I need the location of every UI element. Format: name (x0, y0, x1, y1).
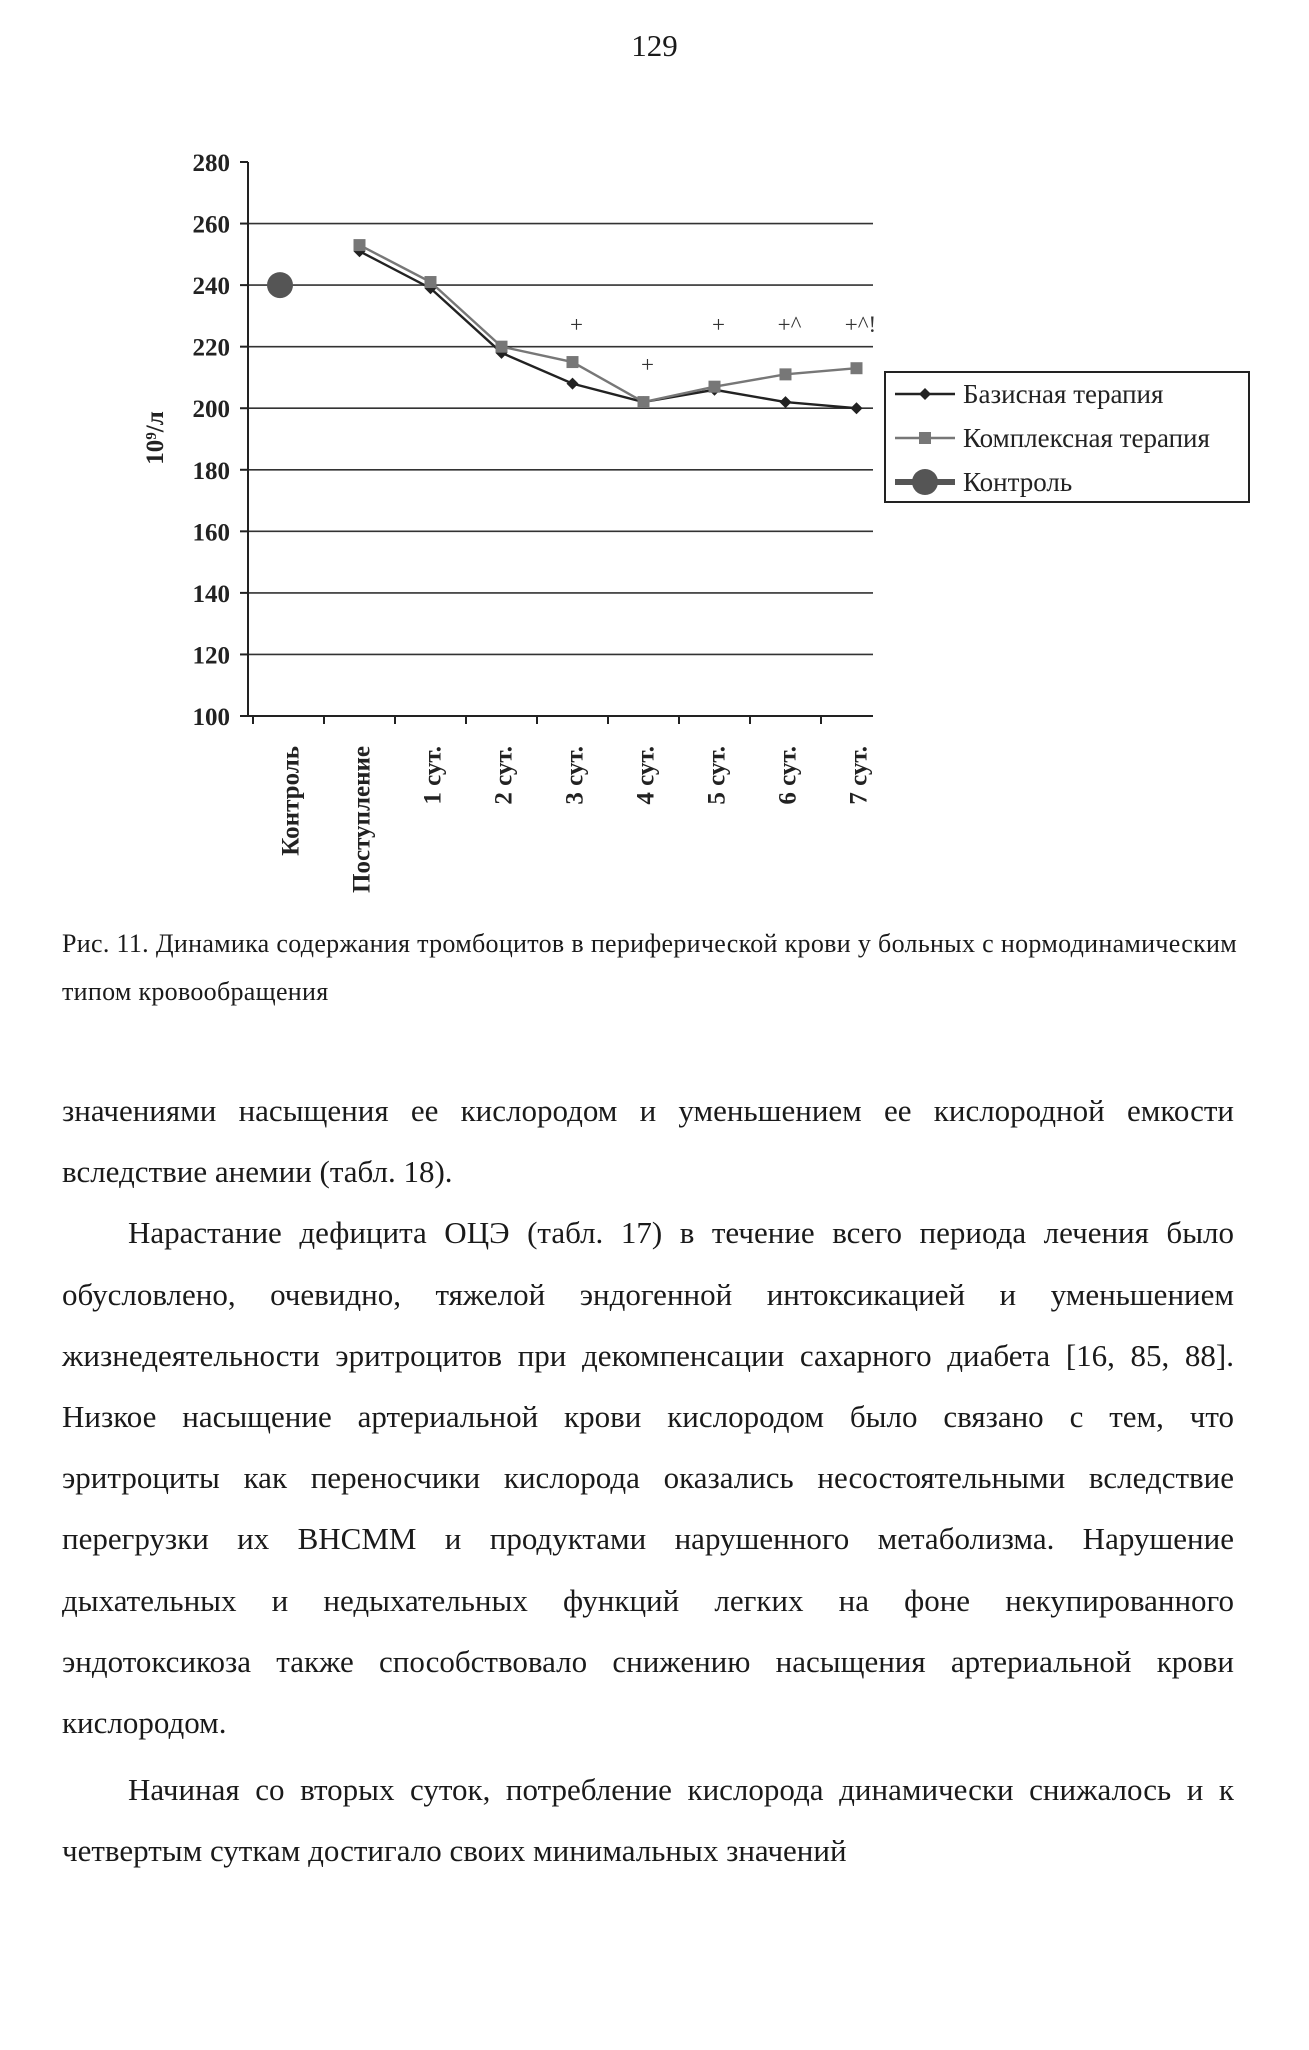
legend-label: Комплексная терапия (963, 423, 1210, 453)
x-tick-label: 2 сут. (490, 746, 518, 805)
significance-mark: + (570, 312, 583, 338)
data-point (496, 341, 508, 353)
y-tick-label: 160 (192, 519, 230, 547)
y-tick-label: 100 (192, 704, 230, 731)
x-tick-label: Контроль (277, 746, 305, 856)
chart-legend (885, 372, 1249, 502)
data-point (567, 356, 579, 368)
y-tick-label: 260 (192, 211, 230, 239)
paragraph-3: Начиная со вторых суток, потребление кислорода динамически снижалось и к четвертым суткам достигало своих минимальных значений (62, 1772, 1234, 1869)
data-point (638, 396, 650, 408)
platelet-chart (0, 0, 1309, 920)
x-tick-label: 3 сут. (561, 746, 589, 805)
significance-mark: + (712, 312, 725, 338)
y-tick-label: 120 (192, 642, 230, 670)
data-point (354, 239, 366, 251)
data-point (780, 368, 792, 380)
data-point (567, 378, 579, 390)
y-tick-label: 140 (192, 580, 230, 608)
legend-label: Контроль (963, 467, 1073, 497)
y-tick-label: 180 (192, 457, 230, 485)
x-tick-label: 4 сут. (632, 746, 660, 805)
paragraph-2: Нарастание дефицита ОЦЭ (табл. 17) в течение всего периода лечения было обусловлено, очевидно, тяжелой эндогенной интоксикацией и уменьшением жизнедеятельности эритроцитов при декомпенсации сахарного диабета [16, 85, 88]. Низкое насыщение артериальной крови кислородом было связано с тем, что эритроциты как переносчики кислорода оказались несостоятельными вследствие перегрузки их ВНСММ и продуктами нарушенного метаболизма. Нарушение дыхательных и недыхательных функций легких на фоне некупированного эндотоксикоза также способствовало снижению насыщения артериальной крови кислородом. (62, 1215, 1234, 1741)
legend-marker (919, 432, 931, 444)
data-point (267, 272, 293, 298)
data-point (425, 276, 437, 288)
data-point (851, 362, 863, 374)
y-tick-label: 240 (192, 273, 230, 301)
y-axis-label: 10⁹/л (142, 411, 169, 465)
x-tick-label: 7 сут. (845, 746, 873, 805)
legend-label: Базисная терапия (963, 379, 1164, 409)
legend-marker (912, 469, 938, 495)
significance-mark: +^ (777, 312, 802, 338)
data-point (780, 396, 792, 408)
data-point (709, 381, 721, 393)
y-tick-label: 280 (192, 150, 230, 177)
figure-caption: Рис. 11. Динамика содержания тромбоцитов в периферической крови у больных с нормодинамическим типом кровообращения (62, 929, 1237, 1006)
y-tick-label: 200 (192, 396, 230, 424)
data-point (851, 402, 863, 414)
x-tick-label: 1 сут. (419, 746, 447, 805)
x-tick-label: 6 сут. (774, 746, 802, 805)
body-text (62, 1080, 1234, 1882)
significance-mark: +^! (844, 312, 877, 338)
x-tick-label: 5 сут. (703, 746, 731, 805)
paragraph-1: значениями насыщения ее кислородом и уменьшением ее кислородной емкости вследствие анемии (табл. 18). (62, 1093, 1234, 1190)
y-tick-label: 220 (192, 334, 230, 362)
x-tick-label: Поступление (348, 746, 376, 893)
page-number: 129 (631, 28, 678, 63)
significance-mark: + (641, 352, 654, 378)
